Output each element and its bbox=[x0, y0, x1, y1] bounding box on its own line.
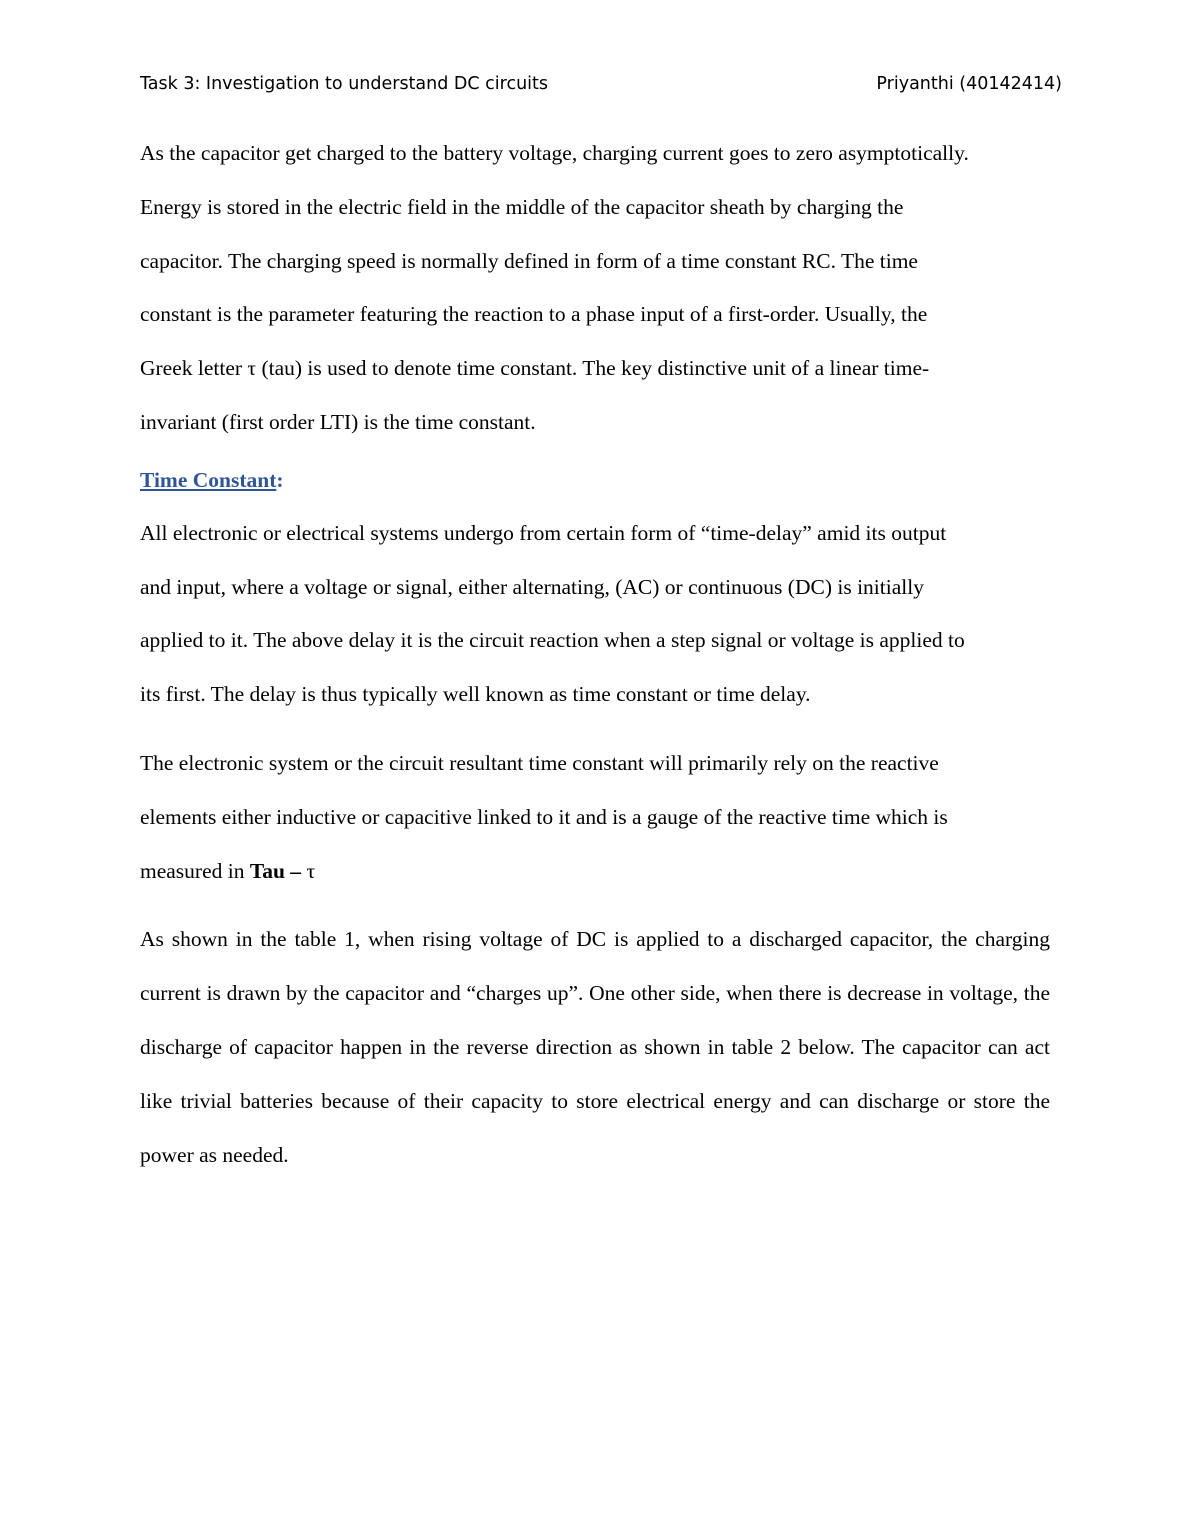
text-line: and input, where a voltage or signal, either alternating, (AC) or continuous (DC) is initially bbox=[140, 574, 924, 599]
header-author: Priyanthi (40142414) bbox=[876, 74, 1062, 94]
text-line: invariant (first order LTI) is the time constant. bbox=[140, 409, 536, 434]
header-title: Task 3: Investigation to understand DC circuits bbox=[140, 74, 549, 94]
section-heading-title: Time Constant bbox=[140, 467, 277, 492]
text-line: The electronic system or the circuit resultant time constant will primarily rely on the reactive bbox=[140, 750, 939, 775]
text-line: All electronic or electrical systems undergo from certain form of “time-delay” amid its output bbox=[140, 520, 947, 545]
section-heading bbox=[140, 465, 1050, 495]
text-line bbox=[140, 845, 1050, 899]
paragraph-time-delay bbox=[140, 507, 1050, 722]
paragraph-reactive-elements bbox=[140, 737, 1050, 898]
paragraph-charge-discharge: As shown in the table 1, when rising voltage of DC is applied to a discharged capacitor, the charging current is drawn by the capacitor and “charges up”. One other side, when there is decrease in voltage, the discharge of capacitor happen in the reverse direction as shown in table 2 below. The capacitor can act like trivial batteries because of their capacity to store electrical energy and can discharge or store the power as needed. bbox=[140, 927, 1050, 1167]
document-body bbox=[140, 127, 1050, 1182]
bold-term-tau: Tau – bbox=[249, 858, 302, 883]
text-line: capacitor. The charging speed is normally defined in form of a time constant RC. The time bbox=[140, 248, 918, 273]
text-fragment: measured in bbox=[140, 858, 250, 883]
text-fragment: τ bbox=[301, 858, 316, 883]
text-line: Greek letter τ (tau) is used to denote time constant. The key distinctive unit of a linear time- bbox=[140, 356, 930, 381]
section-heading-colon: : bbox=[276, 467, 284, 492]
text-line: As the capacitor get charged to the battery voltage, charging current goes to zero asymptotically. bbox=[140, 141, 969, 165]
text-line: constant is the parameter featuring the reaction to a phase input of a first-order. Usually, the bbox=[140, 302, 928, 327]
text-line: applied to it. The above delay it is the circuit reaction when a step signal or voltage is applied to bbox=[140, 628, 965, 653]
page-header bbox=[140, 70, 1062, 98]
text-line: elements either inductive or capacitive linked to it and is a gauge of the reactive time which is bbox=[140, 804, 948, 829]
paragraph-capacitor-charging bbox=[140, 127, 1050, 450]
text-line: its first. The delay is thus typically well known as time constant or time delay. bbox=[140, 682, 811, 707]
text-line: Energy is stored in the electric field in the middle of the capacitor sheath by charging the bbox=[140, 194, 904, 219]
